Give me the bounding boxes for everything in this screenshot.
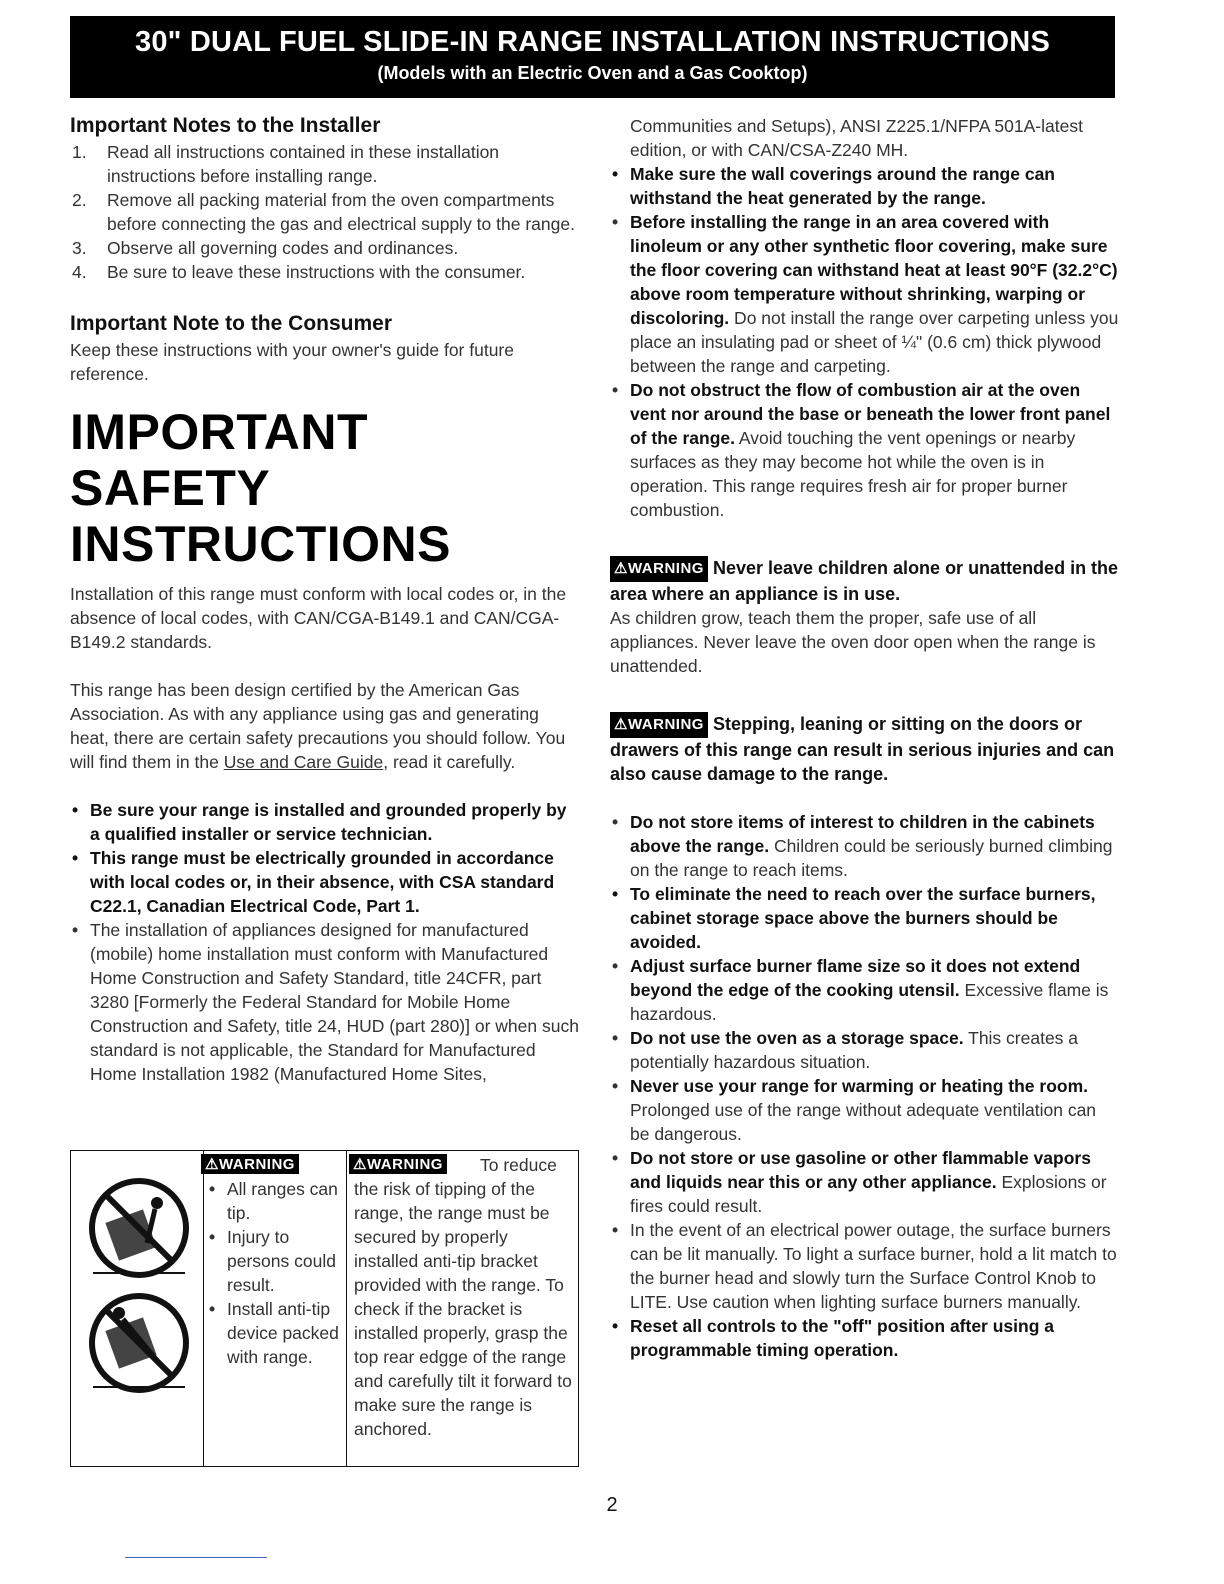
- list-item: • Injury to persons could result.: [207, 1225, 345, 1297]
- warning-badge: ⚠WARNING: [610, 556, 708, 582]
- list-item: 1. Read all instructions contained in these installation instructions before installing range.: [72, 142, 500, 186]
- children-warning: ⚠WARNING Never leave children alone or unattended in the area where an appliance is in use.: [610, 558, 1119, 604]
- list-item: • Never use your range for warming or heating the room. Prolonged use of the range without adequate ventilation can be dangerous.: [610, 1074, 1120, 1146]
- usage-bullets: [610, 810, 1120, 1362]
- warning-badge: ⚠WARNING: [201, 1154, 299, 1174]
- footer-rule: [125, 1557, 267, 1558]
- list-item: • This range must be electrically grounded in accordance with local codes or, in their absence, with CSA standard C22.1, Canadian Electrical Code, Part 1.: [70, 846, 580, 918]
- header-banner: [70, 16, 1115, 98]
- left-column: [70, 114, 580, 1086]
- list-item: • Do not use the oven as a storage space. This creates a potentially hazardous situation.: [610, 1026, 1120, 1074]
- list-item: • Be sure your range is installed and grounded properly by a qualified installer or service technician.: [70, 798, 580, 846]
- warning-triangle-icon: ⚠: [614, 716, 628, 733]
- installation-bullets: [610, 162, 1120, 522]
- list-item: 4. Be sure to leave these instructions with the consumer.: [72, 262, 526, 282]
- continuation-text: Communities and Setups), ANSI Z225.1/NFPA 501A-latest edition, or with CAN/CSA-Z240 MH.: [630, 116, 1083, 160]
- consumer-note-heading: Important Note to the Consumer: [70, 312, 393, 335]
- installer-notes-heading: Important Notes to the Installer: [70, 114, 381, 137]
- warning-triangle-icon: ⚠: [205, 1156, 219, 1173]
- safety-heading: IMPORTANT SAFETY INSTRUCTIONS: [70, 404, 451, 572]
- page-number: 2: [606, 1494, 618, 1516]
- right-column: [610, 114, 1120, 1362]
- list-item: • The installation of appliances designed for manufactured (mobile) home installation must conform with Manufactured Home Construction and Safety Standard, title 24CFR, part 3280 [Formerly the Federal Standard for Mobile Home Construction and Safety, title 24, HUD (part 280)] or when such standard is not applicable, the Standard for Manufactured Home Installation 1982 (Manufactured Home Sites,: [70, 918, 580, 1086]
- list-item: • Do not obstruct the flow of combustion air at the oven vent nor around the base or beneath the lower front panel of the range. Avoid touching the vent openings or nearby surfaces as they may become hot while the oven is in operation. This range requires fresh air for proper burner combustion.: [610, 378, 1120, 522]
- list-item: 2. Remove all packing material from the oven compartments before connecting the gas and electrical supply to the range.: [72, 190, 575, 234]
- list-item: • To eliminate the need to reach over the surface burners, cabinet storage space above the burners should be avoided.: [610, 882, 1120, 954]
- warning-triangle-icon: ⚠: [614, 560, 628, 577]
- warning-triangle-icon: ⚠: [353, 1156, 367, 1173]
- children-warning-text: As children grow, teach them the proper, safe use of all appliances. Never leave the oven door open when the range is unattended.: [610, 608, 1096, 676]
- list-item: 3. Observe all governing codes and ordinances.: [72, 238, 459, 258]
- tip-hazard-list: [207, 1177, 345, 1369]
- safety-paragraph-2: This range has been design certified by the American Gas Association. As with any appliance using gas and generating heat, there are certain safety precautions you should follow. You will find them in the Use and Care Guide, read it carefully.: [70, 680, 566, 772]
- stepping-warning: ⚠WARNING Stepping, leaning or sitting on the doors or drawers of this range can result in serious injuries and can also cause damage to the range.: [610, 714, 1115, 784]
- warning-badge: ⚠WARNING: [610, 712, 708, 738]
- list-item: • Before installing the range in an area covered with linoleum or any other synthetic floor covering, make sure the floor covering can withstand heat at least 90°F (32.2°C) above room temperature without shrinking, warping or discoloring. Do not install the range over carpeting unless you place an insulating pad or sheet of ¼" (0.6 cm) thick plywood between the range and carpeting.: [610, 210, 1120, 378]
- tip-instructions: To reduce the risk of tipping of the range, the range must be secured by properly installed anti-tip bracket provided with the range. To check if the bracket is installed properly, grasp the top rear edgge of the range and carefully tilt it forward to make sure the range is anchored.: [354, 1155, 572, 1439]
- installer-notes-list: [70, 140, 580, 284]
- list-item: • Install anti-tip device packed with range.: [207, 1297, 345, 1369]
- tip-hazard-icon: [89, 1173, 189, 1403]
- consumer-note-text: Keep these instructions with your owner's guide for future reference.: [70, 340, 514, 384]
- anti-tip-warning-box: [70, 1150, 579, 1467]
- safety-bullets: [70, 798, 580, 1086]
- list-item: • Do not store or use gasoline or other flammable vapors and liquids near this or any other appliance. Explosions or fires could result.: [610, 1146, 1120, 1218]
- list-item: • Reset all controls to the "off" position after using a programmable timing operation.: [610, 1314, 1120, 1362]
- list-item: • Make sure the wall coverings around the range can withstand the heat generated by the range.: [610, 162, 1120, 210]
- use-and-care-guide-link: Use and Care Guide: [223, 752, 384, 772]
- document-title: 30" DUAL FUEL SLIDE-IN RANGE INSTALLATION INSTRUCTIONS: [135, 26, 1050, 58]
- list-item: • In the event of an electrical power outage, the surface burners can be lit manually. To light a surface burner, hold a lit match to the burner head and slowly turn the Surface Control Knob to LITE. Use caution when lighting surface burners manually.: [610, 1218, 1120, 1314]
- list-item: • Do not store items of interest to children in the cabinets above the range. Children could be seriously burned climbing on the range to reach items.: [610, 810, 1120, 882]
- safety-paragraph-1: Installation of this range must conform with local codes or, in the absence of local codes, with CAN/CGA-B149.1 and CAN/CGA-B149.2 standards.: [70, 584, 567, 652]
- document-subtitle: (Models with an Electric Oven and a Gas Cooktop): [377, 63, 808, 83]
- list-item: • All ranges can tip.: [207, 1177, 345, 1225]
- list-item: • Adjust surface burner flame size so it does not extend beyond the edge of the cooking utensil. Excessive flame is hazardous.: [610, 954, 1120, 1026]
- warning-badge: ⚠WARNING: [349, 1154, 447, 1174]
- tip-over-pictograms: [89, 1173, 189, 1408]
